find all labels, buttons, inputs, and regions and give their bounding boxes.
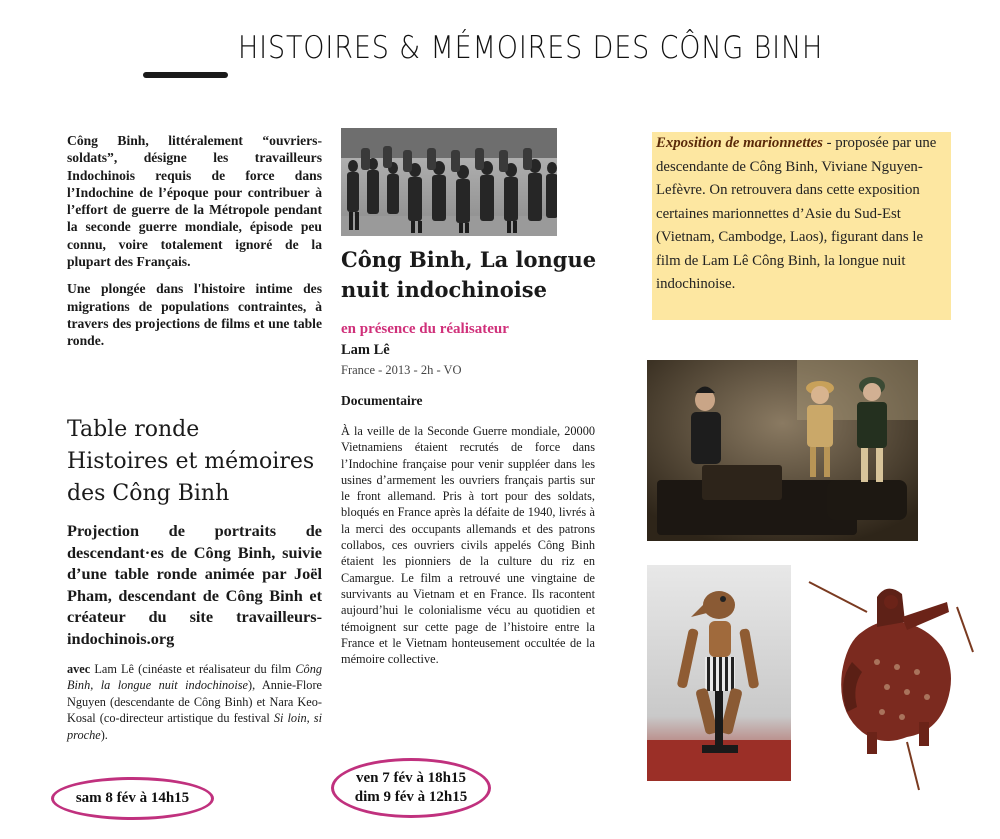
table-ronde-title-line: Table ronde bbox=[67, 417, 200, 442]
exposition-text: - proposée par une descendante de Công Binh, Viviane Nguyen-Lefèvre. On retrouvera dans cette exposition certaines marionnettes d’Asie du Sud-Est (Vietnam, Cambodge, Laos), figurant dans le film de Lam Lê Công Binh, la longue nuit indochinoise. bbox=[656, 135, 937, 292]
table-ronde-title-line: Histoires et mémoires bbox=[67, 449, 315, 474]
table-ronde-participants bbox=[67, 661, 322, 743]
avec-label: avec bbox=[67, 662, 91, 676]
film-genre: Documentaire bbox=[341, 393, 423, 408]
photo-puppets-scene bbox=[647, 360, 918, 541]
page-title: HISTOIRES & MÉMOIRES DES CÔNG BINH bbox=[238, 30, 824, 66]
intro-paragraph: Công Binh, littéralement “ouvriers-soldats”, désigne les travailleurs Indochinois requis de force dans l’Indochine de l’époque pour contribuer à l’effort de guerre de la Métropole pendant la seconde guerre mondiale, épisode peu connu, voire totalement ignoré de la plupart des Français. bbox=[67, 133, 322, 270]
film-synopsis: À la veille de la Seconde Guerre mondiale, 20000 Vietnamiens étaient recrutés de force dans l’Indochine française pour venir suppléer dans les usines d’armement les ouvriers français partis sur le front allemand. Pris à tort pour des soldats, bloqués en France après la défaite de 1940, livrés à la merci des occupants allemands et des patrons collabos, ces ouvriers civils appelés Công Binh étaient les pionniers de la culture du riz en Camargue. Le film a retrouvé une vingtaine de survivants au Vietnam et en France. Ils racontent aujourd’hui le colonialisme vécu au quotidien et témoignent sur cette page de l’histoire entre la France et le Vietnam honteusement occultée de la mémoire collective. bbox=[341, 424, 595, 667]
intro-text bbox=[67, 132, 322, 360]
shadow-puppet-image bbox=[807, 572, 975, 794]
date-badge-film bbox=[331, 758, 491, 818]
exposition-title: Exposition de marionnettes bbox=[656, 135, 823, 151]
photo-wooden-puppet bbox=[647, 565, 791, 781]
festival-title-italic: Si loin, si proche bbox=[67, 711, 322, 742]
participants-text: Lam Lê (cinéaste et réalisateur du film bbox=[94, 662, 292, 676]
table-ronde-title-line: des Công Binh bbox=[67, 481, 230, 506]
date-text: sam 8 fév à 14h15 bbox=[75, 790, 190, 806]
table-ronde-title bbox=[67, 414, 337, 510]
presence-label: en présence du réalisateur bbox=[341, 321, 509, 337]
date-text: ven 7 fév à 18h15 bbox=[356, 770, 466, 786]
film-title-italic: Công Binh, la longue nuit indochinoise bbox=[67, 662, 323, 693]
photo-shadow-puppet bbox=[807, 572, 975, 794]
marching-workers-image bbox=[341, 128, 557, 236]
header-underline bbox=[143, 72, 228, 78]
film-title: Công Binh, La longue nuit indochinoise bbox=[341, 247, 597, 302]
puppets-scene-image bbox=[647, 360, 918, 541]
participants-text: ), Annie-Flore Nguyen (descendante de Công Binh) et Nara Keo-Kosal (co-directeur artistique du festival bbox=[67, 678, 322, 726]
date-text: dim 9 fév à 12h15 bbox=[354, 789, 468, 805]
film-director: Lam Lê bbox=[341, 342, 390, 358]
date-badge-table-ronde bbox=[51, 777, 214, 820]
table-ronde-description: Projection de portraits de descendant·es de Công Binh, suivie d’une table ronde animée par Joël Pham, descendant de Công Binh et créateur du site travailleurs-indochinois.org bbox=[67, 521, 322, 648]
intro-paragraph: Une plongée dans l'histoire intime des migrations de populations contraintes, à travers des projections de films et une table ronde. bbox=[67, 281, 322, 349]
exposition-box bbox=[652, 132, 951, 320]
film-meta: France - 2013 - 2h - VO bbox=[341, 363, 462, 377]
photo-marching-workers bbox=[341, 128, 557, 236]
wooden-puppet-image bbox=[647, 565, 791, 781]
participants-text: ). bbox=[100, 727, 108, 742]
